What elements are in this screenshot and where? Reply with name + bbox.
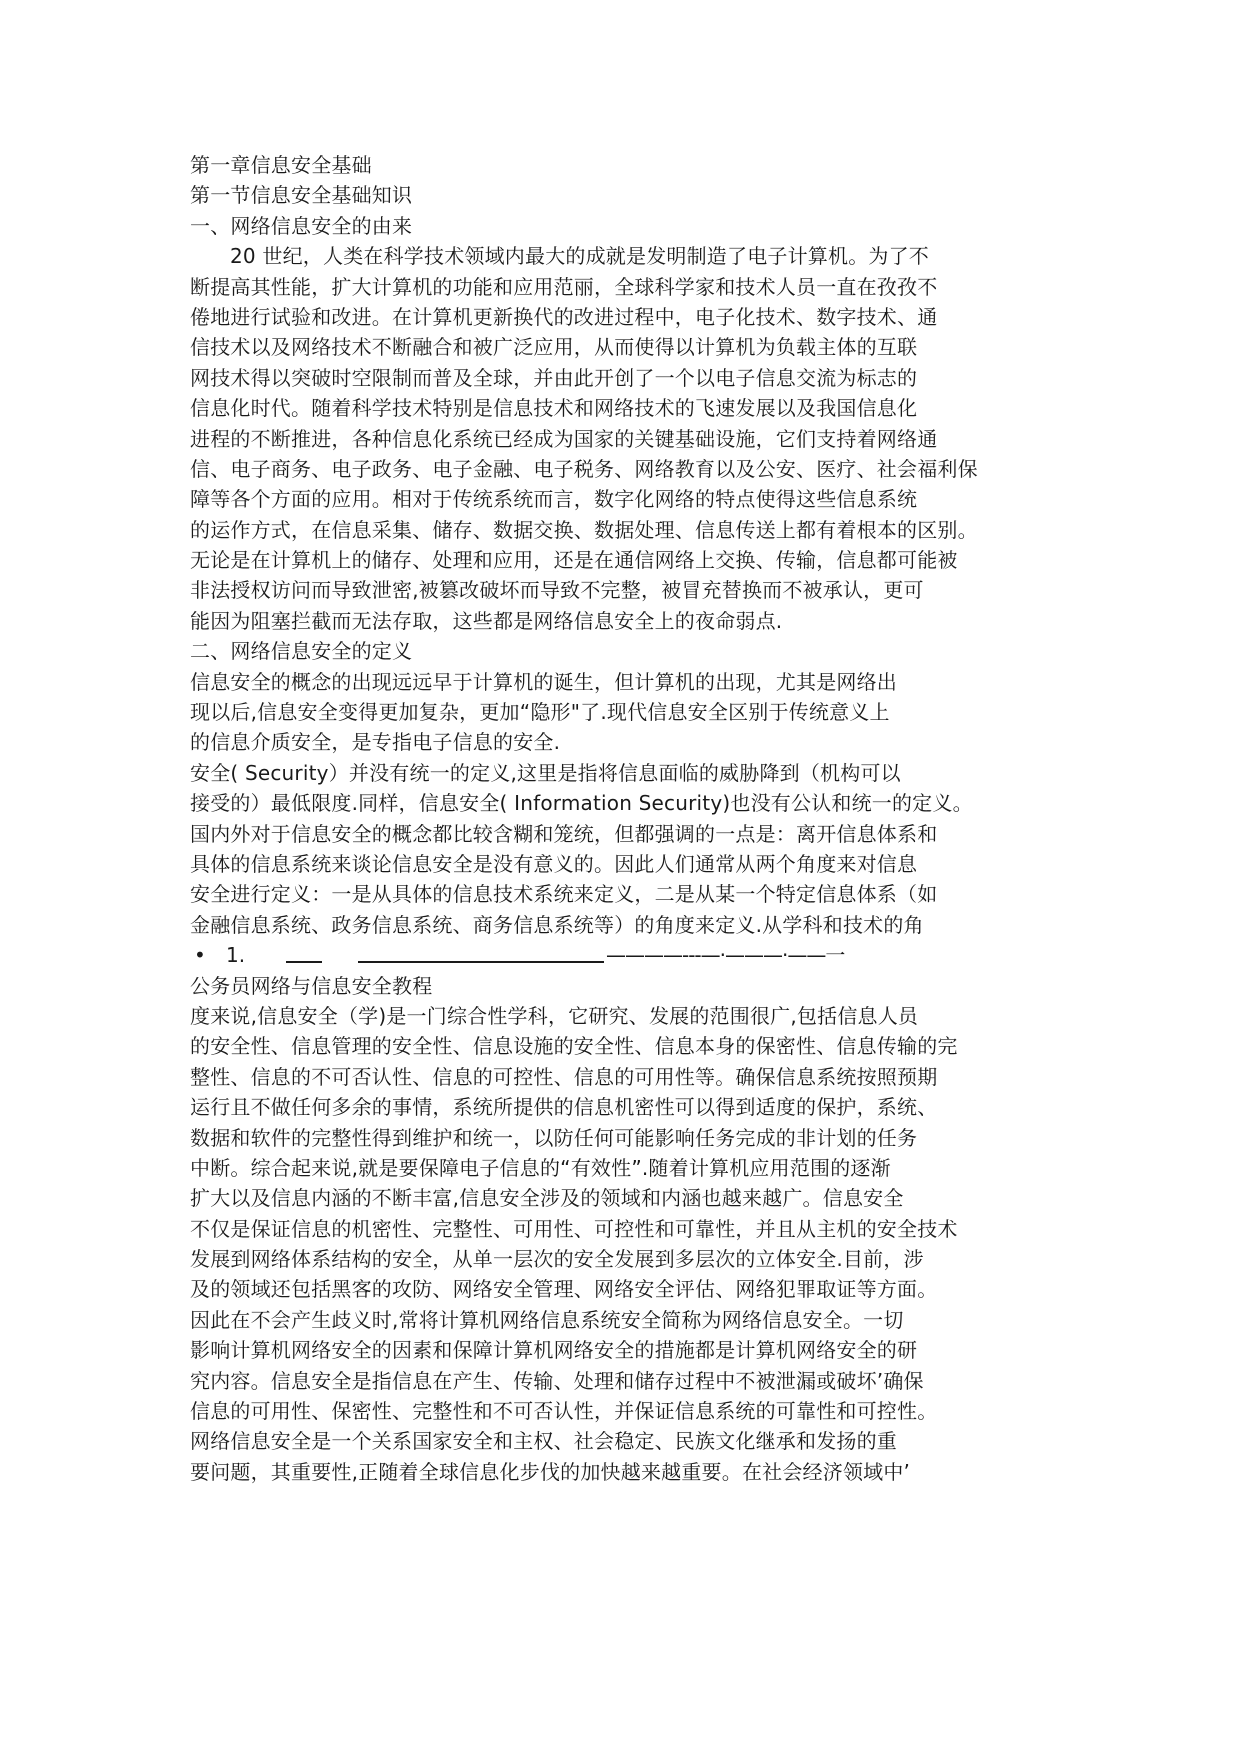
paragraph-line: 不仅是保证信息的机密性、完整性、可用性、可控性和可靠性，并且从主机的安全技术 [190,1216,958,1241]
paragraph-line: 国内外对于信息安全的概念都比较含糊和笼统，但都强调的一点是：离开信息体系和 [190,821,938,846]
paragraph-line: 中断。综合起来说,就是要保障电子信息的“有效性”.随着计算机应用范围的逐渐 [190,1155,891,1180]
paragraph-line: 扩大以及信息内涵的不断丰富,信息安全涉及的领域和内涵也越来越广。信息安全 [190,1186,904,1211]
document-body [190,150,1070,1487]
paragraph-line: 进程的不断推进，各种信息化系统已经成为国家的关键基础设施，它们支持着网络通 [190,426,938,451]
paragraph-line: 度来说,信息安全（学)是一门综合性学科，它研究、发展的范围很广,包括信息人员 [190,1003,919,1028]
section-title: 第一节信息安全基础知识 [190,183,413,208]
paragraph-line: 倦地进行试验和改进。在计算机更新换代的改进过程中，电子化技术、数字技术、通 [190,304,938,329]
paragraph-line: 的信息介质安全，是专指电子信息的安全. [190,730,561,755]
paragraph-line: 整性、信息的不可否认性、信息的可控性、信息的可用性等。确保信息系统按照预期 [190,1064,938,1089]
paragraph-line: 信息化时代。随着科学技术特别是信息技术和网络技术的飞速发展以及我国信息化 [190,396,918,421]
paragraph-line: 要问题，其重要性,正随着全球信息化步伐的加快越来越重要。在社会经济领域中’ [190,1459,911,1484]
running-header: 公务员网络与信息安全教程 [190,973,433,998]
paragraph-line: 网技术得以突破时空限制而普及全球，并由此开创了一个以电子信息交流为标志的 [190,365,918,390]
paragraph-line: 信息的可用性、保密性、完整性和不可否认性，并保证信息系统的可靠性和可控性。 [190,1399,938,1424]
paragraph-line: 能因为阻塞拦截而无法存取，这些都是网络信息安全上的夜命弱点. [190,608,783,633]
paragraph-line: 影响计算机网络安全的因素和保障计算机网络安全的措施都是计算机网络安全的研 [190,1338,918,1363]
paragraph-line: 运行且不做任何多余的事情，系统所提供的信息机密性可以得到适度的保护，系统、 [190,1095,938,1120]
paragraph-line: 安全( Security）并没有统一的定义,这里是指将信息面临的威胁降到（机构可以 [190,760,901,785]
chapter-title: 第一章信息安全基础 [190,153,372,177]
paragraph-line: 非法授权访问而导致泄密,被篡改破坏而导致不完整，被冒充替换而不被承认，更可 [190,578,924,603]
paragraph-line: 障等各个方面的应用。相对于传统系统而言，数字化网络的特点使得这些信息系统 [190,487,918,512]
footer-bullet: • [194,943,206,968]
paragraph-line: 网络信息安全是一个关系国家安全和主权、社会稳定、民族文化继承和发扬的重 [190,1429,897,1454]
footer-rule-long [358,947,604,963]
paragraph-line: 信息安全的概念的出现远远早于计算机的诞生，但计算机的出现，尤其是网络出 [190,669,897,694]
paragraph-line: 信、电子商务、电子政务、电子金融、电子税务、网络教育以及公安、医疗、社会福利保 [190,456,978,481]
footer-page-number: 1. [226,943,246,968]
paragraph-line: 的运作方式，在信息采集、储存、数据交换、数据处理、信息传送上都有着根本的区别。 [190,517,978,542]
paragraph-line: 断提高其性能，扩大计算机的功能和应用范丽，全球科学家和技术人员一直在孜孜不 [190,274,938,299]
paragraph-line: 及的领域还包括黑客的攻防、网络安全管理、网络安全评估、网络犯罪取证等方面。 [190,1277,938,1302]
paragraph-line: 数据和软件的完整性得到维护和统一，以防任何可能影响任务完成的非计划的任务 [190,1125,918,1150]
paragraph-line: 发展到网络体系结构的安全，从单一层次的安全发展到多层次的立体安全.目前，涉 [190,1247,924,1272]
paragraph-line: 金融信息系统、政务信息系统、商务信息系统等）的角度来定义.从学科和技术的角 [190,912,924,937]
paragraph-line: 安全进行定义：一是从具体的信息技术系统来定义，二是从某一个特定信息体系（如 [190,882,938,907]
paragraph-line: 无论是在计算机上的储存、处理和应用，还是在通信网络上交换、传输，信息都可能被 [190,548,958,573]
paragraph-line: 信技术以及网络技术不断融合和被广泛应用，从而使得以计算机为负载主体的互联 [190,335,918,360]
page-footer-mark [190,940,1070,970]
paragraph-line: 接受的）最低限度.同样，信息安全( Information Security)也没有公认和统一的定义。 [190,791,973,816]
paragraph-line: 现以后,信息安全变得更加复杂，更加“隐形"了.现代信息安全区别于传统意义上 [190,700,890,725]
paragraph-line: 因此在不会产生歧义时,常将计算机网络信息系统安全简称为网络信息安全。一切 [190,1307,904,1332]
footer-rule-dashes: ————---—·———·——一 [606,943,845,968]
subsection-heading-origin: 一、网络信息安全的由来 [190,213,413,238]
subsection-heading-definition: 二、网络信息安全的定义 [190,639,413,664]
paragraph-line: 20 世纪，人类在科学技术领域内最大的成就是发明制造了电子计算机。为了不 [230,244,930,269]
paragraph-line: 究内容。信息安全是指信息在产生、传输、处理和储存过程中不被泄漏或破坏’确保 [190,1368,924,1393]
footer-rule-short [286,947,322,963]
paragraph-line: 具体的信息系统来谈论信息安全是没有意义的。因此人们通常从两个角度来对信息 [190,851,918,876]
paragraph-line: 的安全性、信息管理的安全性、信息设施的安全性、信息本身的保密性、信息传输的完 [190,1034,958,1059]
